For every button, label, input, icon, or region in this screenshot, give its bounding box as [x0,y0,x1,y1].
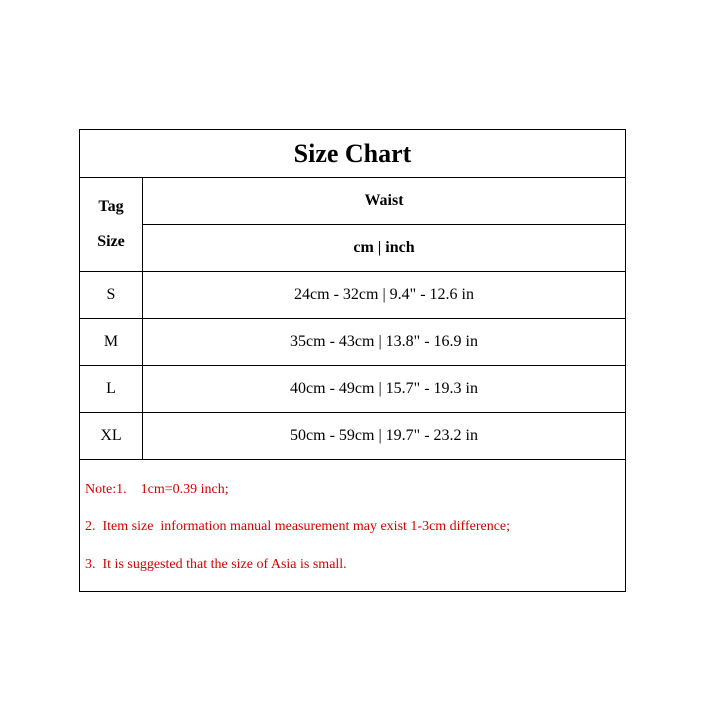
size-cell: L [80,366,143,412]
tag-header-line2: Size [97,233,125,250]
note-item: 3. It is suggested that the size of Asia is small. [85,557,347,572]
chart-title: Size Chart [80,130,625,178]
size-cell: XL [80,413,143,459]
waist-cell: 40cm - 49cm | 15.7" - 19.3 in [290,380,478,397]
size-cell: S [80,272,143,318]
note-item: 2. Item size information manual measurement may exist 1-3cm difference; [85,519,511,534]
table-row [80,272,625,319]
size-cell: M [80,319,143,365]
size-chart-table [79,129,626,592]
table-row [80,366,625,413]
table-row [80,319,625,366]
waist-cell: 24cm - 32cm | 9.4" - 12.6 in [294,286,474,303]
table-row [80,413,625,460]
waist-cell: 35cm - 43cm | 13.8" - 16.9 in [290,333,478,350]
tag-header-line1: Tag [98,198,124,215]
note-item: Note:1. 1cm=0.39 inch; [85,482,229,497]
waist-header: Waist [143,178,625,225]
tag-size-header [80,178,143,272]
waist-cell: 50cm - 59cm | 19.7" - 23.2 in [290,427,478,444]
unit-header: cm | inch [143,225,625,272]
notes-section [80,460,625,591]
